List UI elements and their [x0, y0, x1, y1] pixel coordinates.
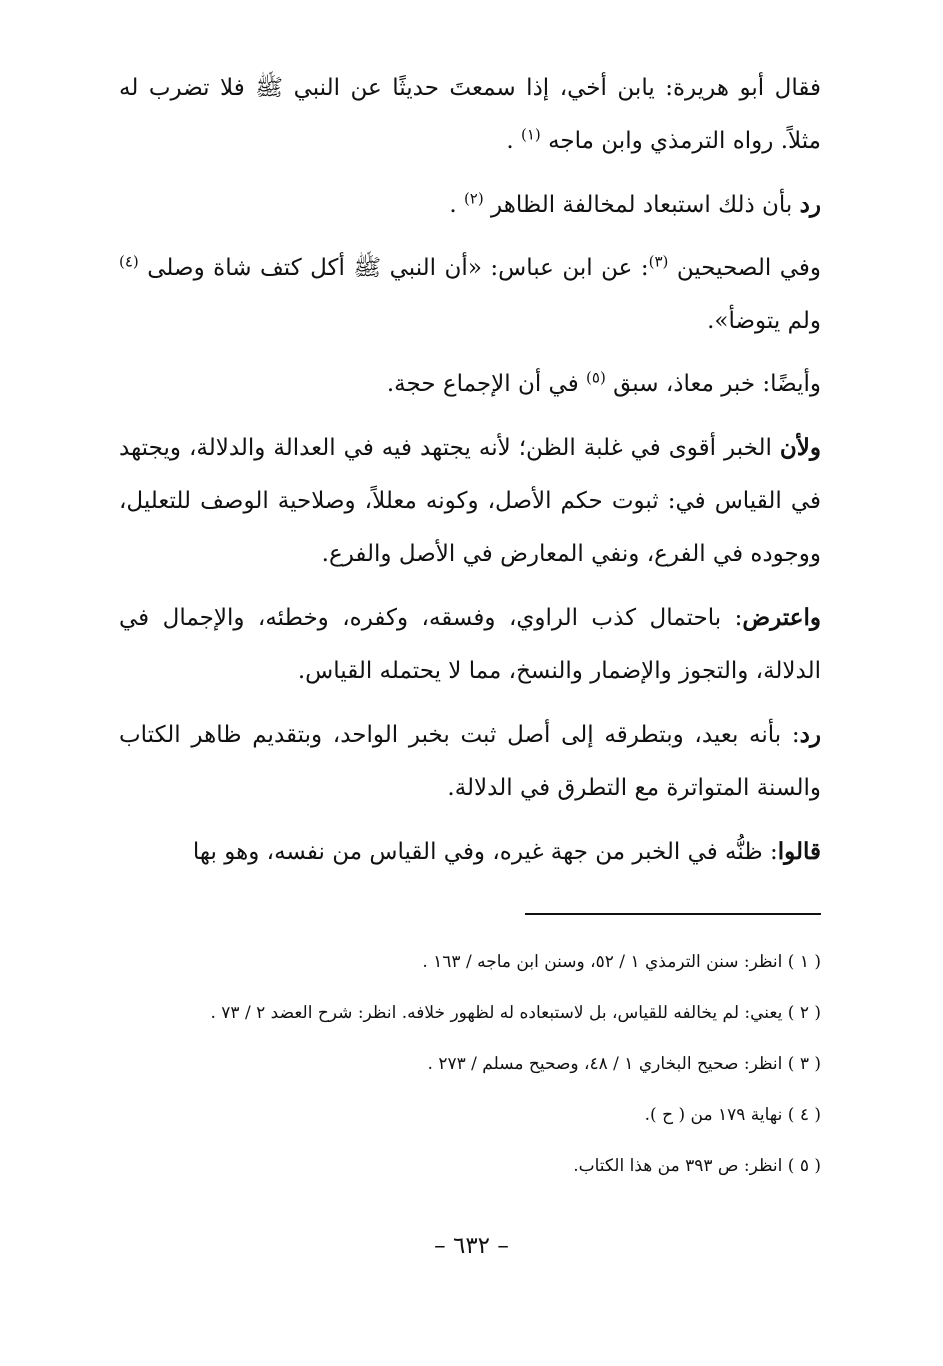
paragraph-3: [119, 242, 821, 348]
paragraph-lead: واعترض: [742, 604, 821, 631]
paragraph-text: وفي الصحيحين: [676, 255, 822, 281]
footnote-4: ( ٤ ) نهاية ١٧٩ من ( ح ).: [644, 1105, 821, 1125]
paragraph-text: فقال أبو هريرة: يابن أخي، إذا سمعتَ حديثًا عن النبي ﷺ فلا تضرب له مثلاً. رواه الترمذي وابن ماجه: [119, 75, 821, 154]
paragraph-tail: .: [506, 128, 514, 154]
paragraph-text: بأن ذلك استبعاد لمخالفة الظاهر: [491, 192, 800, 218]
footnotes: [109, 937, 821, 1192]
paragraph-text: الخبر أقوى في غلبة الظن؛ لأنه يجتهد فيه في العدالة والدلالة، ويجتهد في القياس في: ثبوت حكم الأصل، وكونه معللاً، وصلاحية الوصف للتعليل، ووجوده في الفرع، ونفي المعارض في الأصل والفرع.: [119, 435, 821, 567]
footnote-3: ( ٣ ) انظر: صحيح البخاري ١ / ٤٨، وصحيح مسلم / ٢٧٣ .: [427, 1054, 821, 1074]
footnote-ref: (٤): [119, 252, 139, 271]
paragraph-text: : باحتمال كذب الراوي، وفسقه، وكفره، وخطئه، والإجمال في الدلالة، والتجوز والإضمار والنسخ، مما لا يحتمله القياس.: [119, 605, 821, 684]
paragraph-lead: قالوا: [777, 838, 821, 865]
footnote-divider: [525, 913, 821, 915]
paragraph-tail: .: [449, 192, 457, 218]
paragraph-1: [119, 62, 821, 168]
page-number: – ٦٣٢ –: [434, 1233, 509, 1259]
paragraph-4: [119, 358, 821, 411]
paragraph-2: [119, 178, 821, 232]
paragraph-tail: ولم يتوضأ».: [707, 308, 821, 334]
footnote-ref: (٣): [648, 252, 669, 271]
footnote-2: ( ٢ ) يعني: لم يخالفه للقياس، بل لاستبعاده له لظهور خلافه. انظر: شرح العضد ٢ / ٧٣ .: [210, 1003, 821, 1023]
paragraph-lead: رد: [799, 191, 821, 218]
paragraph-6: [119, 591, 821, 698]
paragraph-lead: رد: [799, 721, 821, 748]
paragraph-text: : بأنه بعيد، وبتطرقه إلى أصل ثبت بخبر الواحد، وبتقديم ظاهر الكتاب والسنة المتواترة مع التطرق في الدلالة.: [119, 722, 821, 801]
footnote-5: ( ٥ ) انظر: ص ٣٩٣ من هذا الكتاب.: [573, 1156, 821, 1176]
footnote-1: ( ١ ) انظر: سنن الترمذي ١ / ٥٢، وسنن ابن ماجه / ١٦٣ .: [422, 952, 821, 972]
paragraph-8: [119, 825, 821, 879]
footnote-ref: (١): [521, 125, 541, 144]
main-text: [119, 62, 821, 883]
paragraph-text: : ظنُّه في الخبر من جهة غيره، وفي القياس من نفسه، وهو بها: [192, 839, 778, 865]
paragraph-lead: ولأن: [779, 434, 821, 461]
paragraph-text: وأيضًا: خبر معاذ، سبق: [613, 371, 821, 397]
paragraph-tail: في أن الإجماع حجة.: [386, 371, 587, 397]
paragraph-5: [119, 421, 821, 581]
paragraph-text-2: : عن ابن عباس: «أن النبي ﷺ أكل كتف شاة وصلى: [147, 255, 649, 281]
footnote-ref: (٢): [463, 189, 484, 208]
footnote-ref: (٥): [586, 368, 606, 387]
paragraph-7: [119, 708, 821, 815]
